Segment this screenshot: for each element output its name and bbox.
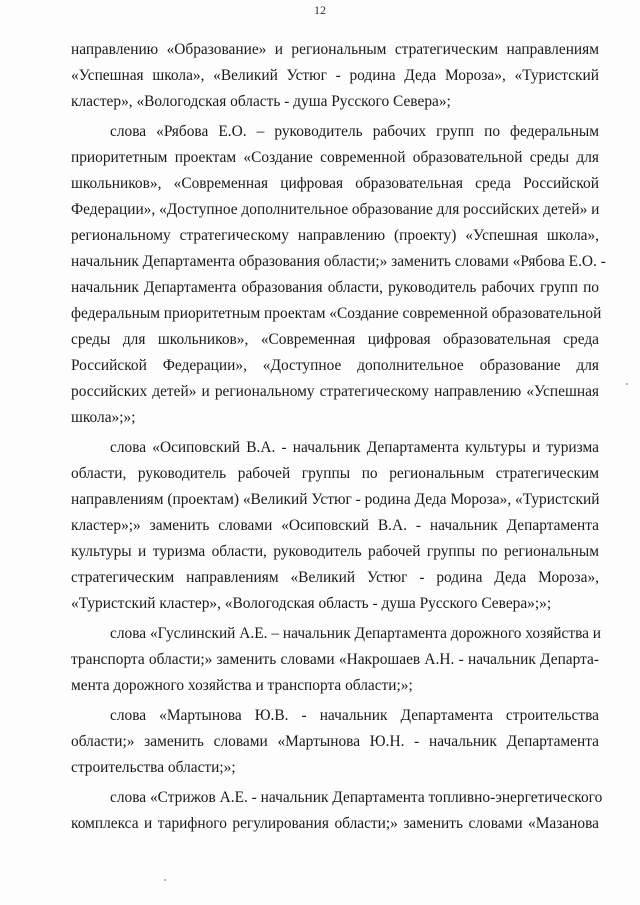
- paragraph-3-line-5: культуры и туризма области, руководитель рабочей группы по региональным: [71, 543, 599, 560]
- paragraph-2-line-6: начальник Департамента образования области;» заменить словами «Рябова Е.О. -: [71, 253, 606, 270]
- paragraph-4-line-3: мента дорожного хозяйства и транспорта области;»;: [71, 677, 413, 694]
- paragraph-2-line-11: российских детей» и региональному стратегическому направлению «Успешная: [71, 383, 599, 400]
- paragraph-3-line-2: области, руководитель рабочей группы по региональным стратегическим: [71, 465, 599, 482]
- paragraph-2-line-9: среды для школьников», «Современная цифровая образовательная среда: [71, 331, 599, 348]
- paragraph-1-line-3: кластер», «Вологодская область - душа Русского Севера»;: [71, 93, 451, 110]
- paragraph-2-line-10: Российской Федерации», «Доступное дополнительное образование для: [71, 357, 599, 374]
- paragraph-5-line-1: слова «Мартынова Ю.В. - начальник Департамента строительства: [110, 707, 599, 724]
- paragraph-4-line-1: слова «Гуслинский А.Е. – начальник Департамента дорожного хозяйства и: [110, 625, 602, 642]
- paragraph-3-line-7: «Туристский кластер», «Вологодская область - душа Русского Севера»;»;: [71, 595, 552, 612]
- paragraph-2-line-1: слова «Рябова Е.О. – руководитель рабочих групп по федеральным: [110, 123, 599, 140]
- scan-speck: [626, 383, 628, 385]
- scan-speck: [164, 879, 166, 881]
- paragraph-6-line-2: комплекса и тарифного регулирования области;» заменить словами «Мазанова: [71, 815, 599, 832]
- paragraph-2-line-2: приоритетным проектам «Создание современной образовательной среды для: [71, 149, 599, 166]
- paragraph-1-line-2: «Успешная школа», «Великий Устюг - родина Деда Мороза», «Туристский: [71, 67, 599, 84]
- paragraph-5-line-3: строительства области;»;: [71, 759, 236, 776]
- paragraph-2-line-7: начальник Департамента образования области, руководитель рабочих групп по: [71, 279, 599, 296]
- paragraph-3-line-4: кластер»;» заменить словами «Осиповский В.А. - начальник Департамента: [71, 517, 599, 534]
- paragraph-5-line-2: области;» заменить словами «Мартынова Ю.Н. - начальник Департамента: [71, 733, 599, 750]
- paragraph-1-line-1: направлению «Образование» и региональным стратегическим направлениям: [71, 41, 599, 58]
- page-number: 12: [314, 3, 326, 17]
- paragraph-3-line-3: направлениям (проектам) «Великий Устюг - родина Деда Мороза», «Туристский: [71, 491, 600, 508]
- paragraph-6-line-1: слова «Стрижов А.Е. - начальник Департамента топливно-энергетического: [110, 789, 603, 806]
- paragraph-2-line-4: Федерации», «Доступное дополнительное образование для российских детей» и: [71, 201, 600, 218]
- paragraph-3-line-6: стратегическим направлениям «Великий Устюг - родина Деда Мороза»,: [71, 569, 599, 586]
- paragraph-2-line-3: школьников», «Современная цифровая образовательная среда Российской: [71, 175, 599, 192]
- paragraph-2-line-5: региональному стратегическому направлению (проекту) «Успешная школа»,: [71, 227, 599, 244]
- paragraph-4-line-2: транспорта области;» заменить словами «Накрошаев А.Н. - начальник Департа-: [71, 651, 599, 668]
- paragraph-2-line-8: федеральным приоритетным проектам «Создание современной образовательной: [71, 305, 602, 322]
- paragraph-2-line-12: школа»;»;: [71, 409, 136, 426]
- paragraph-3-line-1: слова «Осиповский В.А. - начальник Департамента культуры и туризма: [110, 439, 599, 456]
